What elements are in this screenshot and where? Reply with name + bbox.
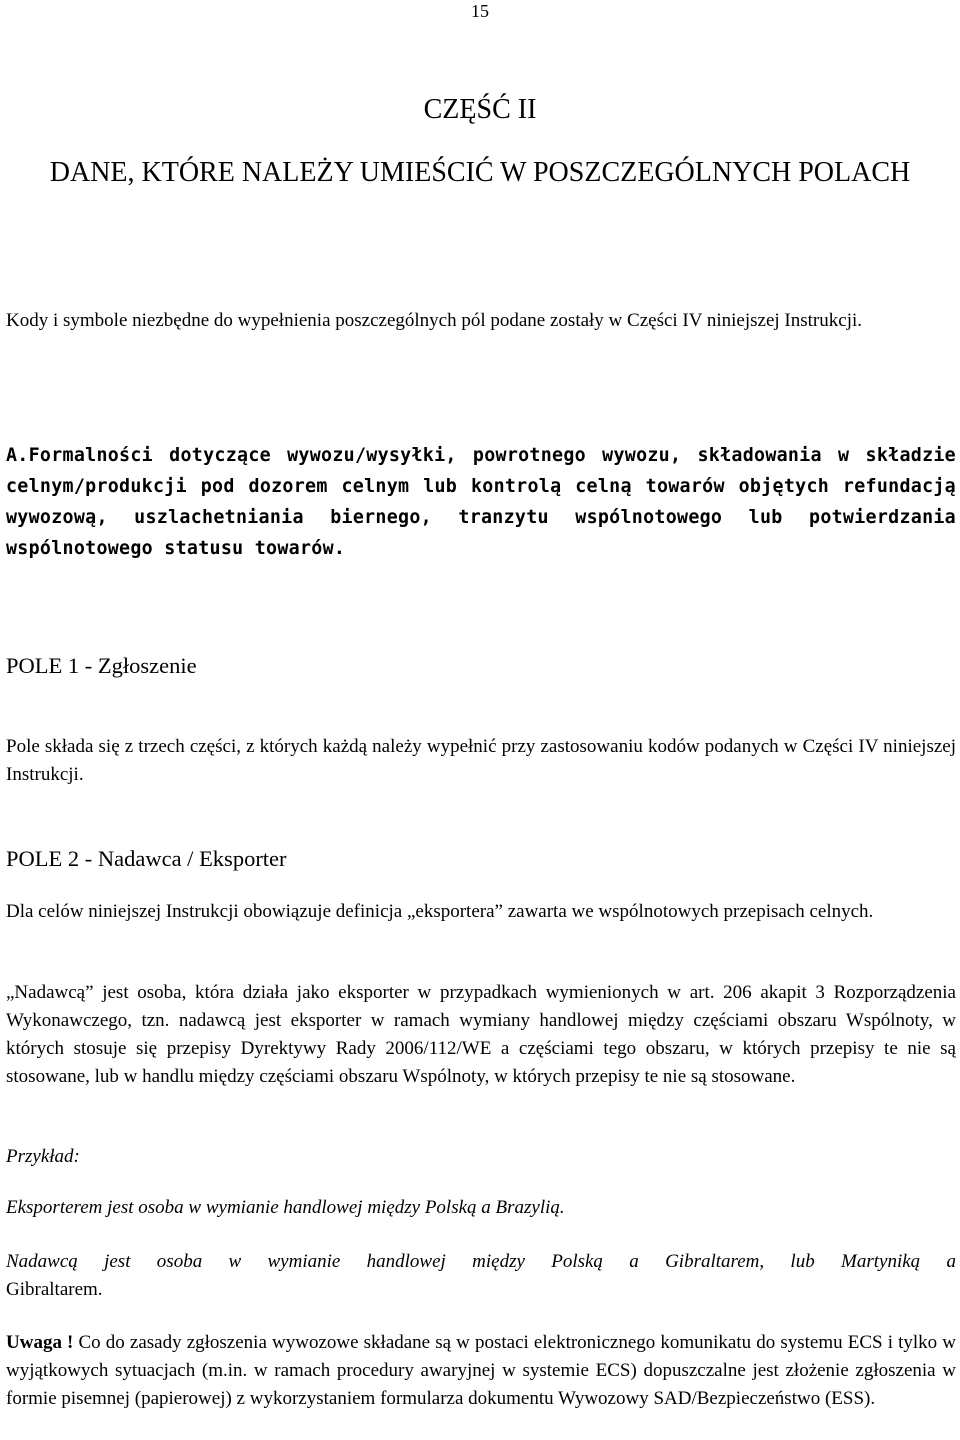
pole-2-definition: Dla celów niniejszej Instrukcji obowiązuje definicja „eksportera” zawarta we wspólnotowych przepisach celnych. — [6, 901, 874, 922]
note-paragraph — [6, 1329, 956, 1413]
part-title: CZĘŚĆ II — [423, 94, 537, 125]
example-2: Nadawcą jest osoba w wymianie handlowej między Polską a Gibraltarem, lub Martyniką a — [6, 1251, 956, 1272]
section-title: DANE, KTÓRE NALEŻY UMIEŚCIĆ W POSZCZEGÓLNYCH POLACH — [49, 157, 911, 188]
page-number: 15 — [471, 1, 489, 21]
note-label: Uwaga ! — [6, 1332, 74, 1353]
intro-paragraph: Kody i symbole niezbędne do wypełnienia poszczególnych pól podane zostały w Części IV niniejszej Instrukcji. — [6, 310, 863, 331]
pole-1-heading: POLE 1 - Zgłoszenie — [6, 653, 197, 678]
example-label: Przykład: — [6, 1146, 80, 1167]
pole-2-heading: POLE 2 - Nadawca / Eksporter — [6, 846, 287, 871]
example-2-end: Gibraltarem. — [6, 1279, 103, 1300]
example-1: Eksporterem jest osoba w wymianie handlowej między Polską a Brazylią. — [6, 1197, 565, 1218]
pole-1-text: Pole składa się z trzech części, z których każdą należy wypełnić przy zastosowaniu kodów podanych w Części IV niniejszej Instrukcji. — [6, 736, 956, 785]
pole-2-nadawca-paragraph: „Nadawcą” jest osoba, która działa jako eksporter w przypadkach wymienionych w art. 206 akapit 3 Rozporządzenia Wykonawczego, tzn. nadawcą jest eksporter w ramach wymiany handlowej między częściami obszaru Wspólnoty, w których stosuje się przepisy Dyrektywy Rady 2006/112/WE a częściami tego obszaru, w których przepisy te nie są stosowane, lub w handlu między częściami obszaru Wspólnoty, w których przepisy te nie są stosowane. — [6, 982, 956, 1087]
note-text: Co do zasady zgłoszenia wywozowe składane są w postaci elektronicznego komunikatu do systemu ECS i tylko w wyjątkowych sytuacjach (m.in. w ramach procedury awaryjnej w systemie ECS) dopuszczalne jest złożenie zgłoszenia w formie pisemnej (papierowej) z wykorzystaniem formularza dokumentu Wywozowy SAD/Bezpieczeństwo (ESS). — [6, 1332, 956, 1409]
section-a-heading: A.Formalności dotyczące wywozu/wysyłki, powrotnego wywozu, składowania w składzie celnym/produkcji pod dozorem celnym lub kontrolą celną towarów objętych refundacją wywozową, uszlachetniania biernego, tranzytu wspólnotowego lub potwierdzania wspólnotowego statusu towarów. — [6, 445, 956, 559]
